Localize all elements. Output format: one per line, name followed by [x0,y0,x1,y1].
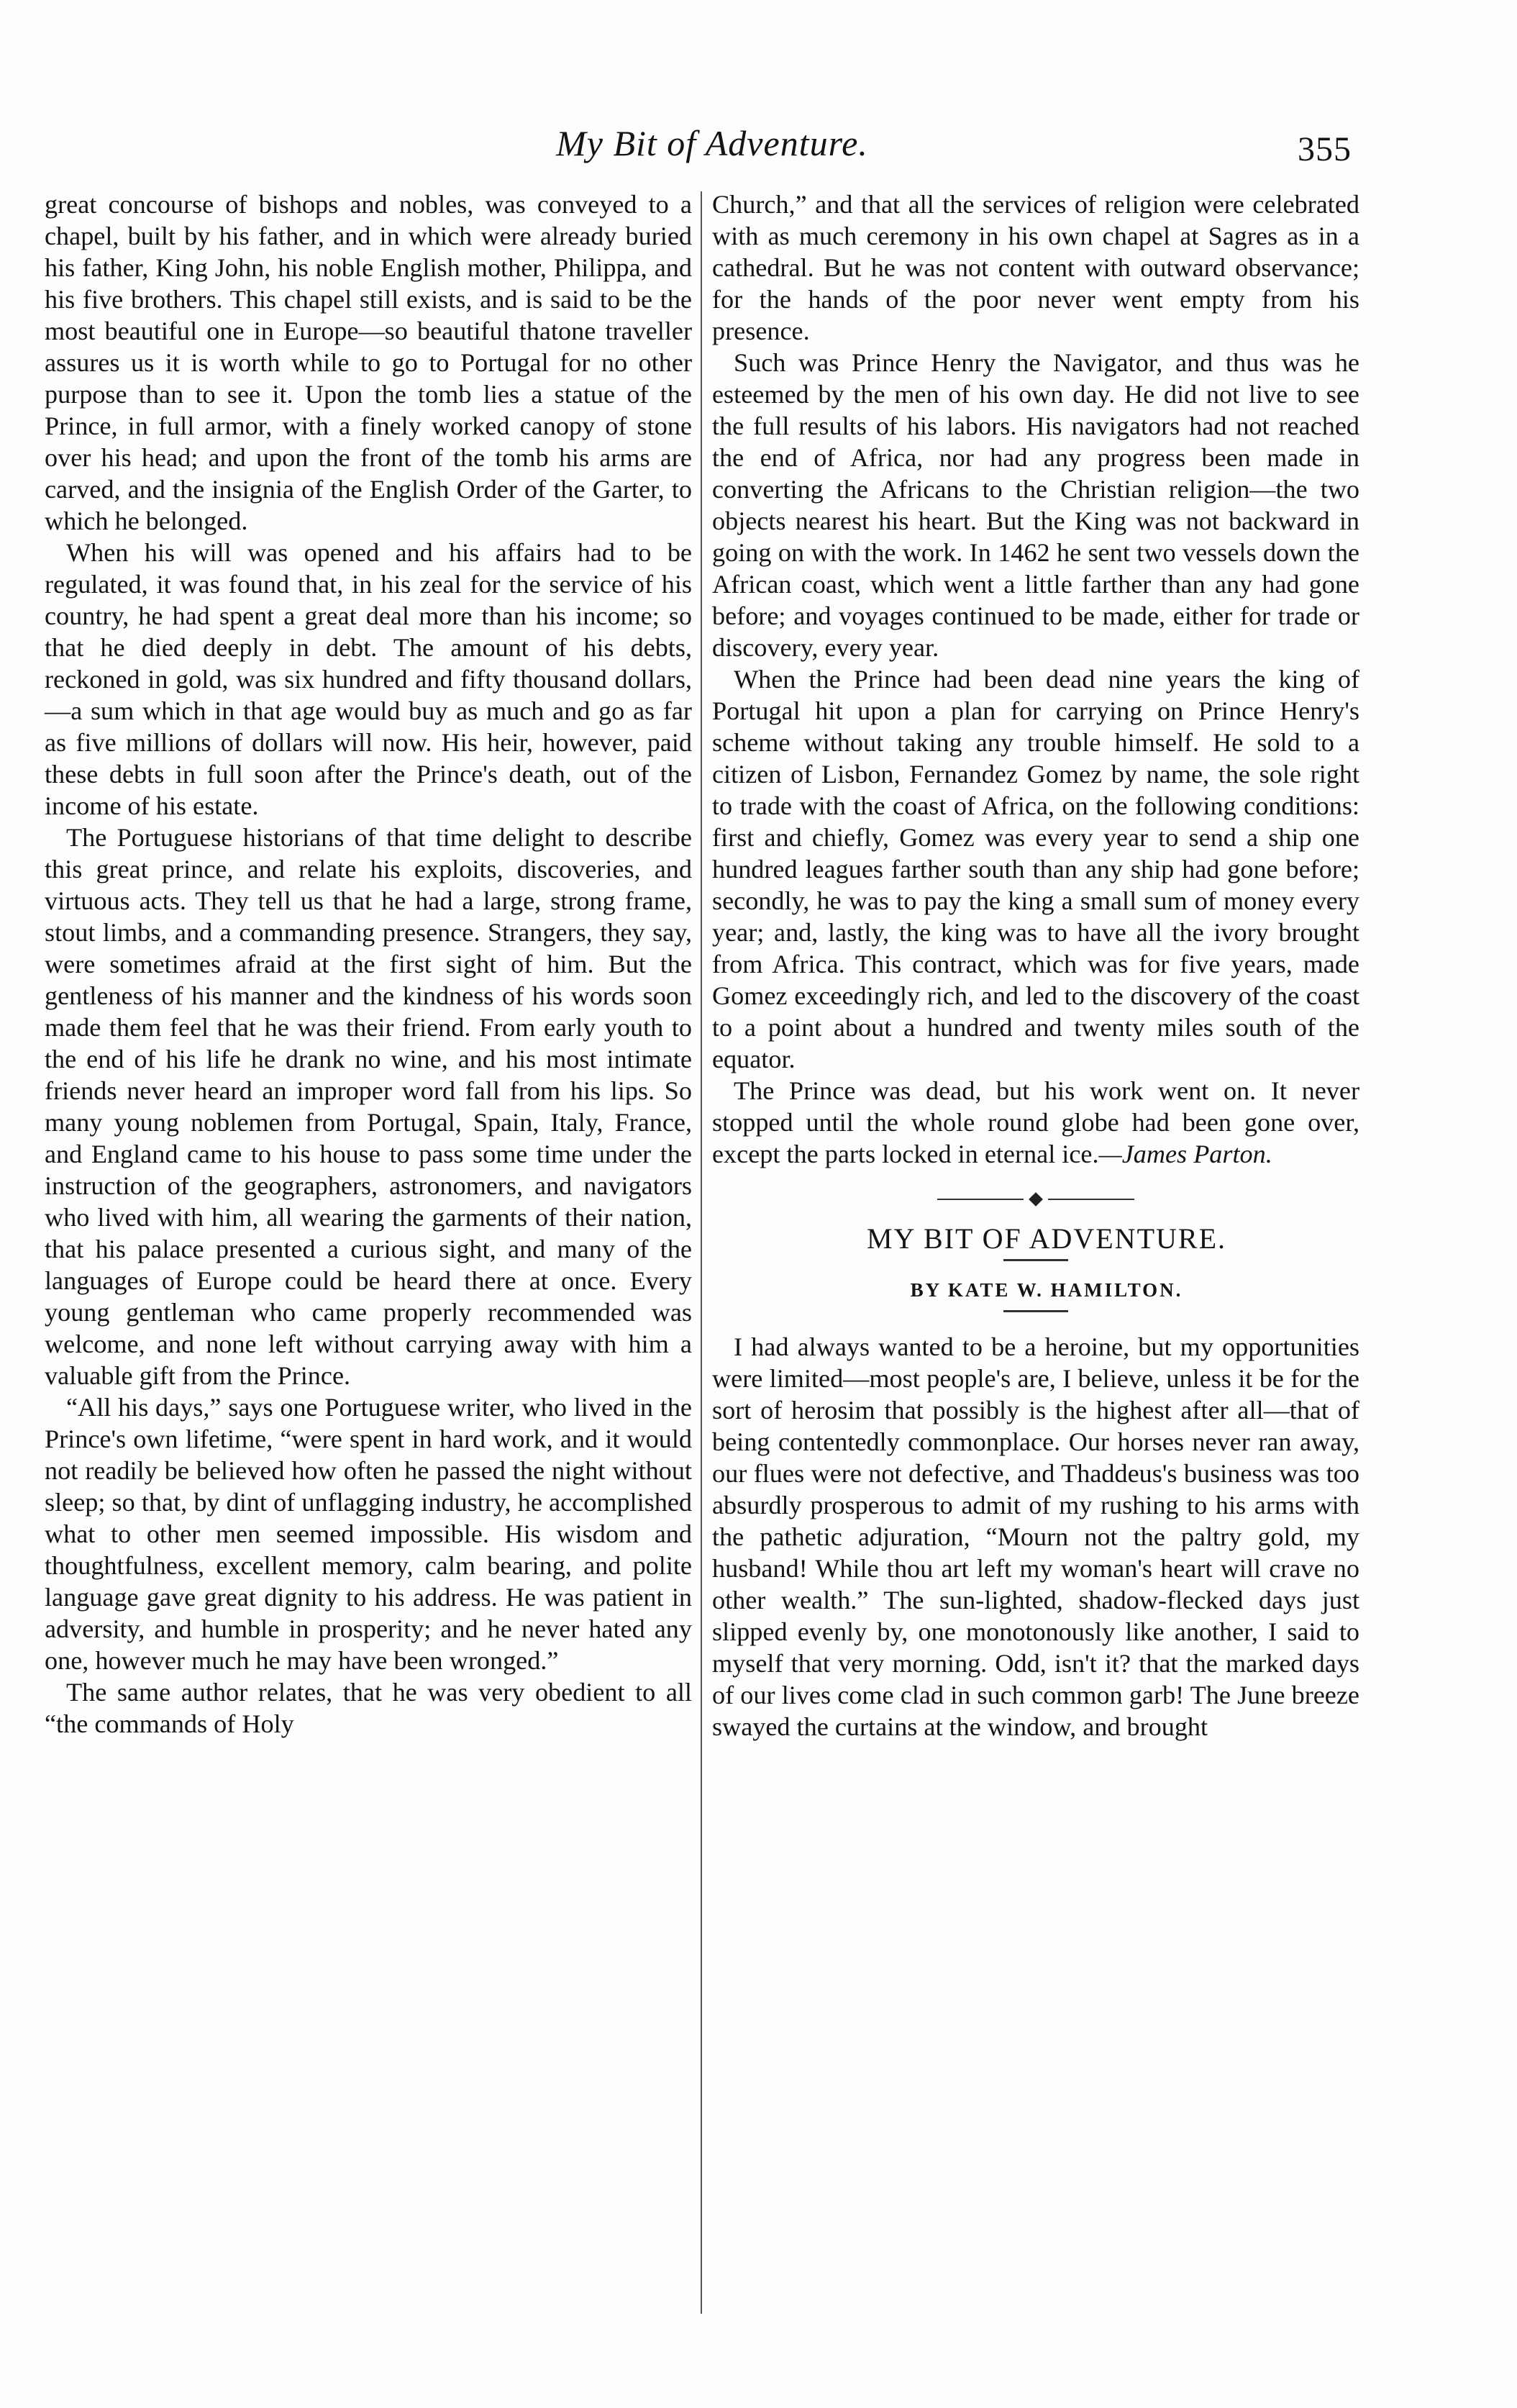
running-title: My Bit of Adventure. [556,123,868,163]
attribution: —James Parton. [1098,1140,1272,1168]
paragraph-with-attribution [712,1075,1359,1170]
article-title: MY BIT OF ADVENTURE. [866,1222,1227,1255]
paragraph: “All his days,” says one Portuguese writer, who lived in the Prince's own lifetime, “were spent in hard work, and it would not readily be believed how often he passed the night without sleep; so that, by dint of unflagging industry, he accomplished what to other men seemed impossible. His wisdom and thoughtfulness, excellent memory, calm bearing, and polite language gave great dignity to his address. He was patient in adversity, and humble in prosperity; and he never hated any one, however much he may have been wronged.” [45,1393,692,1675]
paragraph: When the Prince had been dead nine years the king of Portugal hit upon a plan for carrying on Prince Henry's scheme without taking any trouble himself. He sold to a citizen of Lisbon, Fernandez Gomez by name, the sole right to trade with the coast of Africa, on the following conditions: first and chiefly, Gomez was every year to send a ship one hundred leagues farther south than any ship had gone before; secondly, he was to pay the king a small sum of money every year; and, lastly, the king was to have all the ivory brought from Africa. This contract, which was for five years, made Gomez exceedingly rich, and led to the discovery of the coast to a point about a hundred and twenty miles south of the equator. [712,665,1359,1073]
diamond-icon [1029,1192,1043,1207]
paragraph: The Portuguese historians of that time delight to describe this great prince, and relate his exploits, discoveries, and virtuous acts. They tell us that he had a large, strong frame, stout limbs, and a commanding presence. Strangers, they say, were sometimes afraid at the first sight of him. But the gentleness of his manner and the kindness of his words soon made them feel that he was their friend. From early youth to the end of his life he drank no wine, and his most intimate friends never heard an improper word fall from his lips. So many young noblemen from Portugal, Spain, Italy, France, and England came to his house to pass some time under the instruction of the geographers, astronomers, and navigators who lived with him, all wearing the garments of their nation, that his palace presented a curious sight, and many of the languages of Europe could be heard there at once. Every young gentleman who came properly recommended was welcome, and none left without carrying away with him a valuable gift from the Prince. [45,823,692,1390]
ornament-line [1048,1199,1134,1200]
paragraph: When his will was opened and his affairs had to be regulated, it was found that, in his zeal for the service of his country, he had spent a great deal more than his income; so that he died deeply in debt. The amount of his debts, reckoned in gold, was six hundred and fifty thousand dollars,—a sum which in that age would buy as much and go as far as five millions of dollars will now. His heir, however, paid these debts in full soon after the Prince's death, out of the income of his estate. [45,538,692,820]
right-column [712,188,1359,1743]
paragraph-text: The Prince was dead, but his work went on. It never stopped until the whole round globe had been gone over, except the parts locked in eternal ice. [712,1076,1359,1168]
opening-paragraph: I had always wanted to be a heroine, but my opportunities were limited—most people's are, I believe, unless it be for the sort of herosim that possibly is the highest after all—that of being contentedly commonplace. Our horses never ran away, our flues were not defective, and Thaddeus's business was too absurdly prosperous to admit of my rushing to his arms with the pathetic adjuration, “Mourn not the paltry gold, my husband! While thou art left my woman's heart will crave no other wealth.” The sun-lighted, shadow-flecked days just slipped evenly by, one monotonously like another, I said to myself that very morning. Odd, isn't it? that the marked days of our lives come clad in such common garb! The June breeze swayed the curtains at the window, and brought [712,1332,1359,1741]
ornament-line [937,1199,1024,1200]
paragraph: Such was Prince Henry the Navigator, and thus was he esteemed by the men of his own day. He did not live to see the full results of his labors. His navigators had not reached the end of Africa, nor had any progress been made in converting the Africans to the Christian religion—the two objects nearest his heart. But the King was not backward in going on with the work. In 1462 he sent two vessels down the African coast, which went a little farther than any had gone before; and voyages continued to be made, either for trade or discovery, every year. [712,348,1359,662]
paragraph: great concourse of bishops and nobles, was conveyed to a chapel, built by his father, and in which were already buried his father, King John, his noble English mother, Philippa, and his five brothers. This chapel still exists, and is said to be the most beautiful one in Europe—so beautiful thatone traveller assures us it is worth while to go to Portugal for no other purpose than to see it. Upon the tomb lies a statue of the Prince, in full armor, with a finely worked canopy of stone over his head; and upon the front of the tomb his arms are carved, and the insignia of the English Order of the Garter, to which he belonged. [45,190,692,535]
running-header [0,108,1517,173]
paragraph: Church,” and that all the services of religion were celebrated with as much ceremony in his own chapel at Sagres as in a cathedral. But he was not content with outward observance; for the hands of the poor never went empty from his presence. [712,190,1359,345]
left-column [45,188,692,1740]
paragraph: The same author relates, that he was very obedient to all “the commands of Holy [45,1678,692,1738]
page-number: 355 [1298,130,1352,168]
byline: BY KATE W. HAMILTON. [910,1279,1183,1301]
byline-rule [1003,1310,1068,1312]
column-divider [701,191,702,2314]
title-rule [1003,1259,1068,1261]
section-ornament [712,1194,1359,1204]
